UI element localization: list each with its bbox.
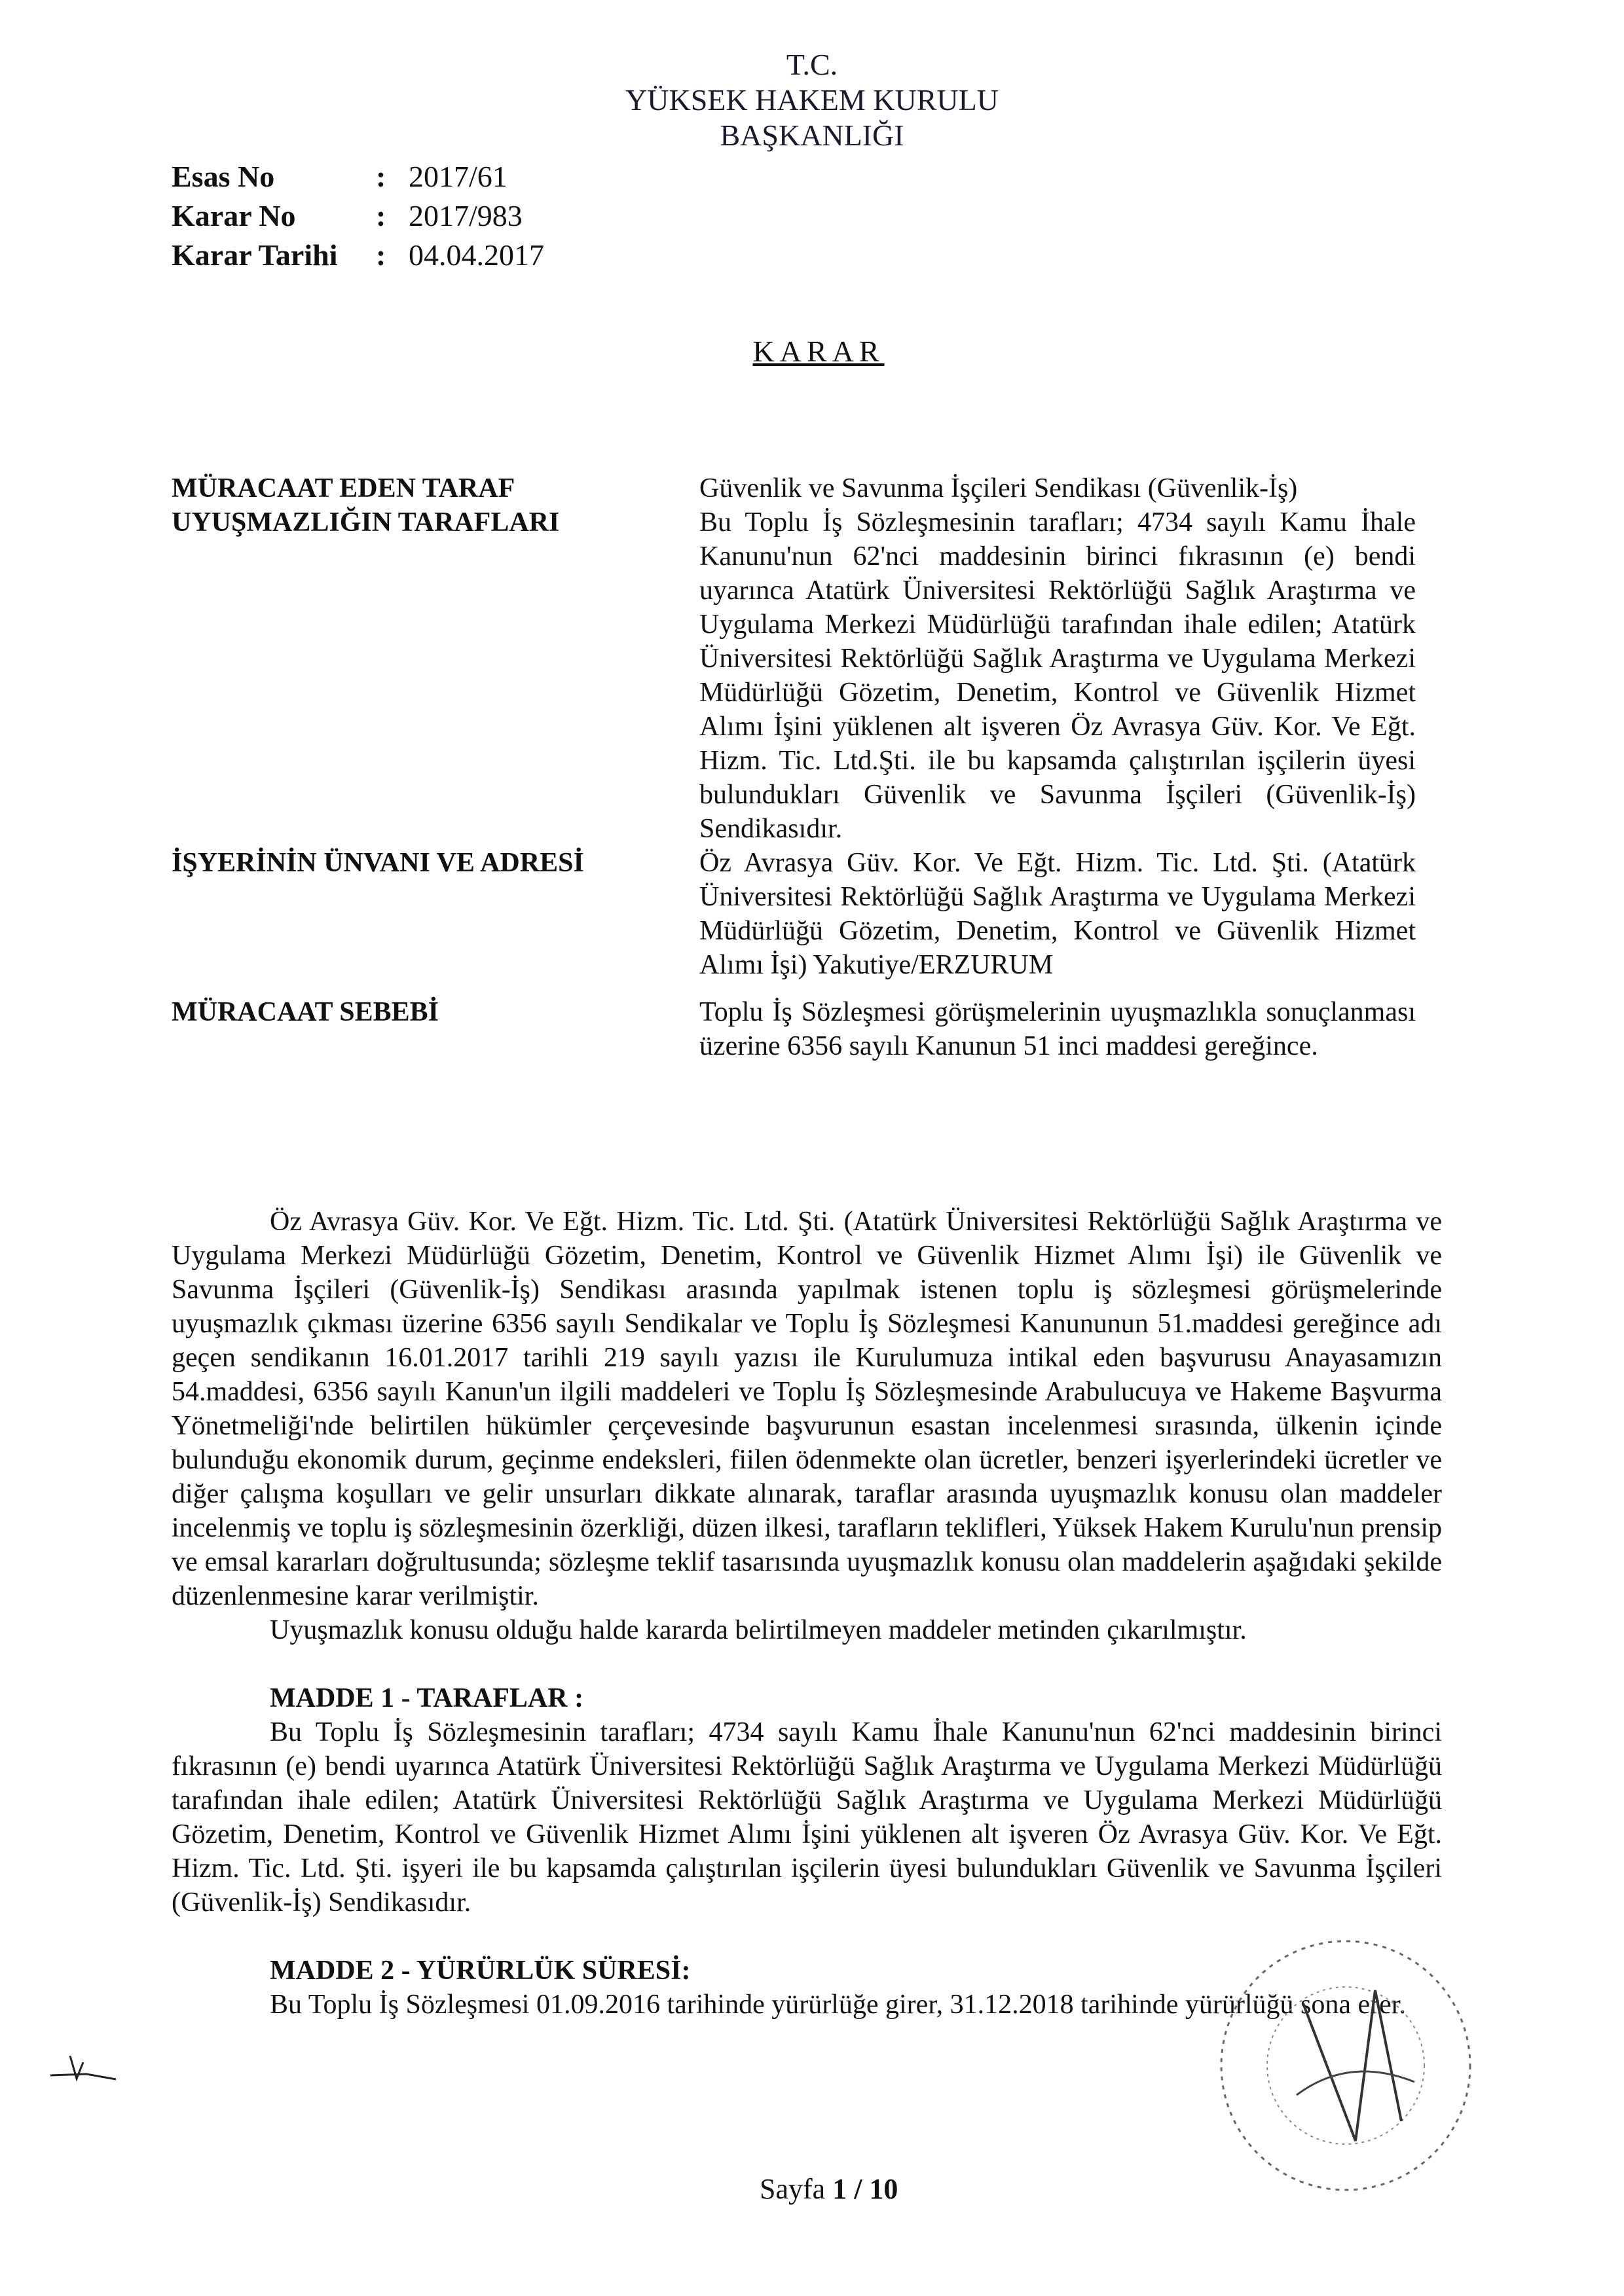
body-paragraph: Uyuşmazlık konusu olduğu halde kararda belirtilmeyen maddeler metinden çıkarılmıştır. xyxy=(270,1615,1247,1645)
header-line-2: YÜKSEK HAKEM KURULU xyxy=(625,83,999,117)
official-seal-stamp xyxy=(1205,1925,1486,2206)
page-number: 1 / 10 xyxy=(832,2173,898,2205)
institution-header xyxy=(563,47,1061,153)
decision-body xyxy=(172,1205,1442,2022)
meta-value: 2017/61 xyxy=(409,160,507,193)
initials-signature xyxy=(47,2049,119,2088)
meta-value: 04.04.2017 xyxy=(409,238,544,272)
info-label: UYUŞMAZLIĞIN TARAFLARI xyxy=(172,507,560,538)
info-row-workplace xyxy=(172,846,1416,982)
case-metadata xyxy=(172,157,544,275)
document-title: KARAR xyxy=(752,335,885,368)
page-label: Sayfa xyxy=(760,2173,833,2205)
info-label: MÜRACAAT EDEN TARAF xyxy=(172,473,515,503)
meta-row-esas xyxy=(172,157,544,196)
meta-colon: : xyxy=(376,160,386,193)
info-value: Öz Avrasya Güv. Kor. Ve Eğt. Hizm. Tic. Ltd. Şti. (Atatürk Üniversitesi Rektörlüğü Sağlık Araştırma ve Uygulama Merkezi Müdürlüğü Gözetim, Denetim, Kontrol ve Güvenlik Hizmet Alımı İşi) Yakutiye/ERZURUM xyxy=(699,848,1416,980)
meta-label: Esas No xyxy=(172,160,275,193)
meta-value: 2017/983 xyxy=(409,199,523,232)
meta-row-karar xyxy=(172,196,544,236)
article-2-heading: MADDE 2 - YÜRÜRLÜK SÜRESİ: xyxy=(270,1956,691,1986)
meta-colon: : xyxy=(376,199,386,232)
meta-label: Karar Tarihi xyxy=(172,238,338,272)
meta-label: Karar No xyxy=(172,199,296,232)
article-1-text: Bu Toplu İş Sözleşmesinin tarafları; 4734 sayılı Kamu İhale Kanunu'nun 62'nci maddesinin birinci fıkrasının (e) bendi uyarınca Atatürk Üniversitesi Rektörlüğü Sağlık Araştırma ve Uygulama Merkezi Müdürlüğü tarafından ihale edilen; Atatürk Üniversitesi Rektörlüğü Sağlık Araştırma ve Uygulama Merkezi Müdürlüğü Gözetim, Denetim, Kontrol ve Güvenlik Hizmet Alımı İşini yüklenen alt işveren Öz Avrasya Güv. Kor. Ve Eğt. Hizm. Tic. Ltd. Şti. işyeri ile bu kapsamda çalıştırılan işçilerin üyesi bulundukları Güvenlik ve Savunma İşçileri (Güvenlik-İş) Sendikasıdır. xyxy=(172,1717,1442,1918)
info-value: Toplu İş Sözleşmesi görüşmelerinin uyuşmazlıkla sonuçlanması üzerine 6356 sayılı Kanunun 51 inci maddesi gereğince. xyxy=(699,997,1416,1061)
info-value: Bu Toplu İş Sözleşmesinin tarafları; 4734 sayılı Kamu İhale Kanunu'nun 62'nci maddesinin birinci fıkrasının (e) bendi uyarınca Atatürk Üniversitesi Rektörlüğü Sağlık Araştırma ve Uygulama Merkezi Müdürlüğü tarafından ihale edilen; Atatürk Üniversitesi Rektörlüğü Sağlık Araştırma ve Uygulama Merkezi Müdürlüğü Gözetim, Denetim, Kontrol ve Güvenlik Hizmet Alımı İşini yüklenen alt işveren Öz Avrasya Güv. Kor. Ve Eğt. Hizm. Tic. Ltd.Şti. ile bu kapsamda çalıştırılan işçilerin üyesi bulundukları Güvenlik ve Savunma İşçileri (Güvenlik-İş) Sendikasıdır. xyxy=(699,507,1416,844)
info-row-applicant xyxy=(172,471,1416,505)
article-1-heading: MADDE 1 - TARAFLAR : xyxy=(270,1683,584,1713)
info-row-parties xyxy=(172,505,1416,846)
header-line-1: T.C. xyxy=(786,48,838,81)
info-row-reason xyxy=(172,995,1416,1063)
body-paragraph: Öz Avrasya Güv. Kor. Ve Eğt. Hizm. Tic. Ltd. Şti. (Atatürk Üniversitesi Rektörlüğü Sağlık Araştırma ve Uygulama Merkezi Müdürlüğü Gözetim, Denetim, Kontrol ve Güvenlik Hizmet Alımı İşi) ile Güvenlik ve Savunma İşçileri (Güvenlik-İş) Sendikası arasında yapılmak istenen toplu iş sözleşmesi görüşmelerinde uyuşmazlık çıkması üzerine 6356 sayılı Sendikalar ve Toplu İş Sözleşmesi Kanununun 51.maddesi gereğince adı geçen sendikanın 16.01.2017 tarihli 219 sayılı yazısı ile Kurulumuza intikal eden başvurusu Anayasamızın 54.maddesi, 6356 sayılı Kanun'un ilgili maddeleri ve Toplu İş Sözleşmesinde Arabulucuya ve Hakeme Başvurma Yönetmeliği'nde belirtilen hükümler çerçevesinde başvurunun esastan incelenmesi sırasında, ülkenin içinde bulunduğu ekonomik durum, geçinme endeksleri, fiilen ödenmekte olan ücretler, benzeri işyerlerindeki ücretler ve diğer çalışma koşulları ve gelir unsurları dikkate alınarak, taraflar arasında uyuşmazlık konusu olan maddeler incelenmiş ve toplu iş sözleşmesinin özerkliği, düzen ilkesi, tarafların teklifleri, Yüksek Hakem Kurulu'nun prensip ve emsal kararları doğrultusunda; sözleşme teklif tasarısında uyuşmazlık konusu olan maddelerin aşağıdaki şekilde düzenlenmesine karar verilmiştir. xyxy=(172,1207,1442,1611)
meta-colon: : xyxy=(376,238,386,272)
info-label: MÜRACAAT SEBEBİ xyxy=(172,997,439,1027)
info-value: Güvenlik ve Savunma İşçileri Sendikası (Güvenlik-İş) xyxy=(699,473,1298,503)
article-2-text: Bu Toplu İş Sözleşmesi 01.09.2016 tarihinde yürürlüğe girer, 31.12.2018 tarihinde yürürlüğü sona erer. xyxy=(270,1990,1406,2020)
info-label: İŞYERİNİN ÜNVANI VE ADRESİ xyxy=(172,848,584,878)
case-info-table xyxy=(172,471,1416,1063)
meta-row-tarih xyxy=(172,236,544,275)
header-line-3: BAŞKANLIĞI xyxy=(720,118,904,152)
page-footer xyxy=(760,2172,898,2206)
